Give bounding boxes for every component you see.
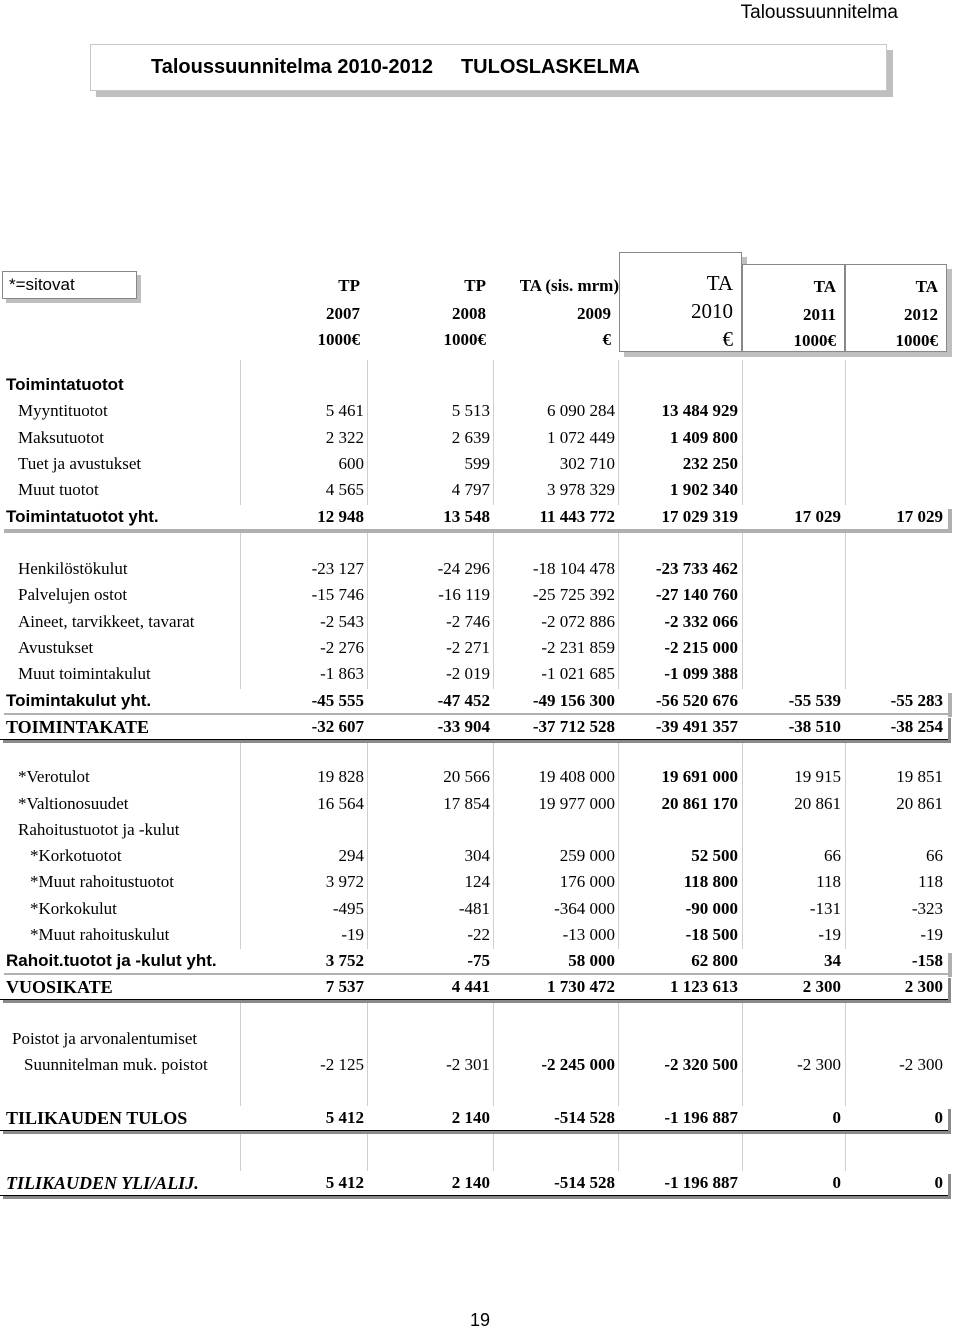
- cell-col-3: -514 528: [554, 1173, 615, 1192]
- table-row: [0, 477, 948, 503]
- cell-col-5: -2 300: [797, 1055, 841, 1074]
- cell-col-6: 118: [918, 872, 943, 891]
- table-row: [0, 661, 948, 687]
- cell-col-1: 5 461: [325, 401, 364, 420]
- table-row: [0, 1135, 948, 1161]
- cell-col-1: -32 607: [311, 717, 364, 736]
- cell-col-6: 0: [934, 1108, 943, 1127]
- cell-col-5: -55 539: [788, 691, 841, 710]
- page-subtitle: TULOSLASKELMA: [460, 56, 640, 78]
- cell-col-6: 66: [926, 846, 943, 865]
- cell-col-2: 17 854: [443, 794, 490, 813]
- table-row: [0, 1000, 948, 1026]
- table-row: [0, 764, 948, 790]
- cell-col-3: 6 090 284: [547, 401, 615, 420]
- cell-col-2: -75: [467, 951, 490, 970]
- column-header-2-l3: 1000€: [443, 330, 486, 349]
- cell-col-5: 0: [832, 1108, 841, 1127]
- cell-col-1: 3 752: [325, 951, 364, 970]
- column-header-6-l3: 1000€: [895, 331, 938, 350]
- cell-col-6: 17 029: [896, 507, 943, 526]
- column-header-4-l1: TA: [706, 271, 733, 295]
- cell-col-4: -1 196 887: [664, 1173, 738, 1192]
- row-label: Tuet ja avustukset: [18, 454, 142, 473]
- cell-col-3: 176 000: [559, 872, 615, 891]
- column-header-4-l2: 2010: [691, 299, 733, 323]
- row-label: Suunnitelman muk. poistot: [24, 1055, 208, 1074]
- cell-col-6: -323: [911, 899, 943, 918]
- table-row: [0, 974, 948, 1000]
- cell-col-1: -2 543: [320, 612, 364, 631]
- row-label: Aineet, tarvikkeet, tavarat: [18, 612, 195, 631]
- cell-col-4: 19 691 000: [661, 767, 738, 786]
- cell-col-2: -2 019: [446, 664, 490, 683]
- column-header-2: [368, 264, 494, 352]
- cell-col-1: 600: [338, 454, 364, 473]
- cell-col-3: -18 104 478: [532, 559, 615, 578]
- table-row: [0, 1026, 948, 1052]
- sitovat-note: *=sitovat: [2, 271, 137, 299]
- cell-col-3: 19 408 000: [538, 767, 615, 786]
- cell-col-6: -19: [920, 925, 943, 944]
- table-row: [0, 635, 948, 661]
- column-header-5-l2: 2011: [802, 305, 836, 324]
- row-label: Myyntituotot: [18, 401, 108, 420]
- page-number: 19: [469, 1310, 491, 1330]
- row-label: TOIMINTAKATE: [6, 717, 150, 737]
- table-row: [0, 843, 948, 869]
- cell-col-6: 20 861: [896, 794, 943, 813]
- cell-col-1: 294: [338, 846, 364, 865]
- table-row: [0, 1170, 948, 1196]
- table-row: [0, 817, 948, 843]
- table-row: [0, 1052, 948, 1078]
- row-label: TILIKAUDEN YLI/ALIJ.: [6, 1173, 199, 1193]
- cell-col-2: -2 301: [446, 1055, 490, 1074]
- cell-col-1: -19: [341, 925, 364, 944]
- cell-col-2: 124: [464, 872, 490, 891]
- row-label: Rahoit.tuotot ja -kulut yht.: [6, 951, 217, 970]
- cell-col-3: 1 072 449: [547, 428, 615, 447]
- column-header-1-l2: 2007: [326, 304, 360, 323]
- cell-col-2: -47 452: [437, 691, 490, 710]
- column-header-4-l3: €: [722, 327, 733, 351]
- row-label: *Korkokulut: [30, 899, 117, 918]
- table-row: [0, 372, 948, 398]
- cell-col-4: 13 484 929: [661, 401, 738, 420]
- column-header-6-l2: 2012: [904, 305, 938, 324]
- column-header-1-l3: 1000€: [317, 330, 360, 349]
- cell-col-6: 0: [934, 1173, 943, 1192]
- cell-col-3: -2 245 000: [541, 1055, 615, 1074]
- cell-col-1: 3 972: [325, 872, 364, 891]
- cell-col-4: -2 320 500: [664, 1055, 738, 1074]
- column-header-5-l1: TA: [813, 277, 836, 296]
- cell-col-4: -39 491 357: [655, 717, 738, 736]
- column-header-6-l1: TA: [915, 277, 938, 296]
- cell-col-5: 17 029: [794, 507, 841, 526]
- cell-col-4: 1 409 800: [670, 428, 738, 447]
- cell-col-4: 1 123 613: [670, 977, 738, 996]
- cell-col-4: 118 800: [683, 872, 738, 891]
- cell-col-5: 118: [816, 872, 841, 891]
- cell-col-4: -90 000: [685, 899, 738, 918]
- cell-col-2: -16 119: [438, 585, 490, 604]
- row-label: Palvelujen ostot: [18, 585, 128, 604]
- cell-col-1: 5 412: [325, 1173, 364, 1192]
- row-label: Maksutuotot: [18, 428, 104, 447]
- row-label: Rahoitustuotot ja -kulut: [18, 820, 180, 839]
- cell-col-4: -1 099 388: [664, 664, 738, 683]
- cell-col-1: -2 276: [320, 638, 364, 657]
- cell-col-1: 19 828: [317, 767, 364, 786]
- cell-col-3: -25 725 392: [532, 585, 615, 604]
- table-row: [0, 688, 948, 714]
- cell-col-3: 1 730 472: [547, 977, 615, 996]
- cell-col-2: 2 140: [451, 1108, 490, 1127]
- cell-col-1: 5 412: [325, 1108, 364, 1127]
- table-row: [0, 609, 948, 635]
- cell-col-4: 1 902 340: [670, 480, 738, 499]
- column-header-3: [493, 264, 619, 352]
- cell-col-6: -38 254: [890, 717, 943, 736]
- cell-col-1: -45 555: [311, 691, 364, 710]
- table-row: [0, 556, 948, 582]
- cell-col-2: 304: [464, 846, 490, 865]
- table-row: [0, 425, 948, 451]
- cell-col-3: -2 231 859: [541, 638, 615, 657]
- table-row: [0, 530, 948, 556]
- row-label: Muut toimintakulut: [18, 664, 151, 683]
- cell-col-2: 4 797: [451, 480, 490, 499]
- row-label: Muut tuotot: [18, 480, 99, 499]
- row-label: *Muut rahoituskulut: [30, 925, 170, 944]
- cell-col-2: -22: [467, 925, 490, 944]
- column-header-5-l3: 1000€: [793, 331, 836, 350]
- cell-col-2: -481: [458, 899, 490, 918]
- cell-col-1: 2 322: [325, 428, 364, 447]
- column-header-3-l3: €: [602, 330, 611, 349]
- cell-col-3: -364 000: [554, 899, 615, 918]
- cell-col-3: 19 977 000: [538, 794, 615, 813]
- column-header-1: [242, 264, 368, 352]
- cell-col-5: 19 915: [794, 767, 841, 786]
- title-box: [90, 44, 887, 91]
- cell-col-1: -23 127: [311, 559, 364, 578]
- cell-col-1: 16 564: [317, 794, 364, 813]
- cell-col-2: 5 513: [451, 401, 490, 420]
- cell-col-1: -2 125: [320, 1055, 364, 1074]
- row-label: Avustukset: [18, 638, 94, 657]
- cell-col-2: 2 140: [451, 1173, 490, 1192]
- cell-col-5: -19: [818, 925, 841, 944]
- cell-col-3: -2 072 886: [541, 612, 615, 631]
- cell-col-4: -18 500: [685, 925, 738, 944]
- cell-col-1: 4 565: [325, 480, 364, 499]
- cell-col-3: 302 710: [559, 454, 615, 473]
- table-row: [0, 582, 948, 608]
- cell-col-3: -1 021 685: [541, 664, 615, 683]
- cell-col-6: -2 300: [899, 1055, 943, 1074]
- cell-col-6: -55 283: [890, 691, 943, 710]
- cell-col-5: 34: [824, 951, 841, 970]
- table-row: [0, 791, 948, 817]
- cell-col-2: -33 904: [437, 717, 490, 736]
- table-row: [0, 451, 948, 477]
- column-header-2-l1: TP: [464, 276, 486, 295]
- column-header-4: [619, 252, 742, 352]
- column-header-1-l1: TP: [338, 276, 360, 295]
- row-label: *Muut rahoitustuotot: [30, 872, 175, 891]
- cell-col-1: -15 746: [311, 585, 364, 604]
- page-title: Taloussuunnitelma 2010-2012: [151, 56, 433, 78]
- cell-col-2: 2 639: [451, 428, 490, 447]
- cell-col-3: -49 156 300: [532, 691, 615, 710]
- row-label: *Verotulot: [18, 767, 90, 786]
- column-header-3-l1: TA (sis. mrm): [519, 276, 619, 295]
- cell-col-4: -56 520 676: [655, 691, 738, 710]
- cell-col-1: 12 948: [317, 507, 364, 526]
- cell-col-6: 19 851: [896, 767, 943, 786]
- cell-col-3: 58 000: [568, 951, 615, 970]
- cell-col-4: 52 500: [691, 846, 738, 865]
- cell-col-2: -2 746: [446, 612, 490, 631]
- cell-col-5: 66: [824, 846, 841, 865]
- cell-col-6: -158: [911, 951, 943, 970]
- cell-col-3: 3 978 329: [547, 480, 615, 499]
- cell-col-2: 13 548: [443, 507, 490, 526]
- cell-col-2: -2 271: [446, 638, 490, 657]
- table-row: [0, 1105, 948, 1131]
- cell-col-3: -13 000: [562, 925, 615, 944]
- table-row: [0, 398, 948, 424]
- cell-col-4: -23 733 462: [655, 559, 738, 578]
- table-row: [0, 740, 948, 766]
- row-label: Poistot ja arvonalentumiset: [12, 1029, 198, 1048]
- cell-col-5: 2 300: [802, 977, 841, 996]
- cell-col-3: -514 528: [554, 1108, 615, 1127]
- table-row: [0, 1078, 948, 1104]
- cell-col-5: -131: [809, 899, 841, 918]
- document-header: Taloussuunnitelma: [740, 2, 898, 23]
- row-label: TILIKAUDEN TULOS: [6, 1108, 188, 1128]
- cell-col-3: 11 443 772: [539, 507, 615, 526]
- table-row: [0, 714, 948, 740]
- table-row: [0, 922, 948, 948]
- row-label: *Korkotuotot: [30, 846, 122, 865]
- cell-col-3: 259 000: [559, 846, 615, 865]
- cell-col-4: 17 029 319: [661, 507, 738, 526]
- row-label: Toimintakulut yht.: [6, 691, 152, 710]
- table-row: [0, 948, 948, 974]
- table-row: [0, 896, 948, 922]
- cell-col-1: -1 863: [320, 664, 364, 683]
- table-row: [0, 869, 948, 895]
- cell-col-5: 20 861: [794, 794, 841, 813]
- cell-col-2: 4 441: [451, 977, 490, 996]
- cell-col-4: -1 196 887: [664, 1108, 738, 1127]
- row-label: Toimintatuotot yht.: [6, 507, 159, 526]
- table-row: [0, 504, 948, 530]
- cell-col-6: 2 300: [904, 977, 943, 996]
- cell-col-5: -38 510: [788, 717, 841, 736]
- cell-col-4: -2 332 066: [664, 612, 738, 631]
- cell-col-5: 0: [832, 1173, 841, 1192]
- cell-col-1: -495: [332, 899, 364, 918]
- cell-col-4: 232 250: [682, 454, 738, 473]
- cell-col-4: 20 861 170: [661, 794, 738, 813]
- row-label: VUOSIKATE: [6, 977, 113, 997]
- column-header-3-l2: 2009: [577, 304, 611, 323]
- cell-col-2: 599: [464, 454, 490, 473]
- row-label: Toimintatuotot: [6, 375, 124, 394]
- row-label: *Valtionosuudet: [18, 794, 129, 813]
- cell-col-2: 20 566: [443, 767, 490, 786]
- cell-col-3: -37 712 528: [532, 717, 615, 736]
- cell-col-4: -27 140 760: [655, 585, 738, 604]
- cell-col-1: 7 537: [325, 977, 364, 996]
- row-label: Henkilöstökulut: [18, 559, 128, 578]
- cell-col-4: -2 215 000: [664, 638, 738, 657]
- cell-col-2: -24 296: [437, 559, 490, 578]
- column-header-2-l2: 2008: [452, 304, 486, 323]
- column-header-6: [845, 264, 947, 352]
- column-header-5: [742, 264, 845, 352]
- cell-col-4: 62 800: [691, 951, 738, 970]
